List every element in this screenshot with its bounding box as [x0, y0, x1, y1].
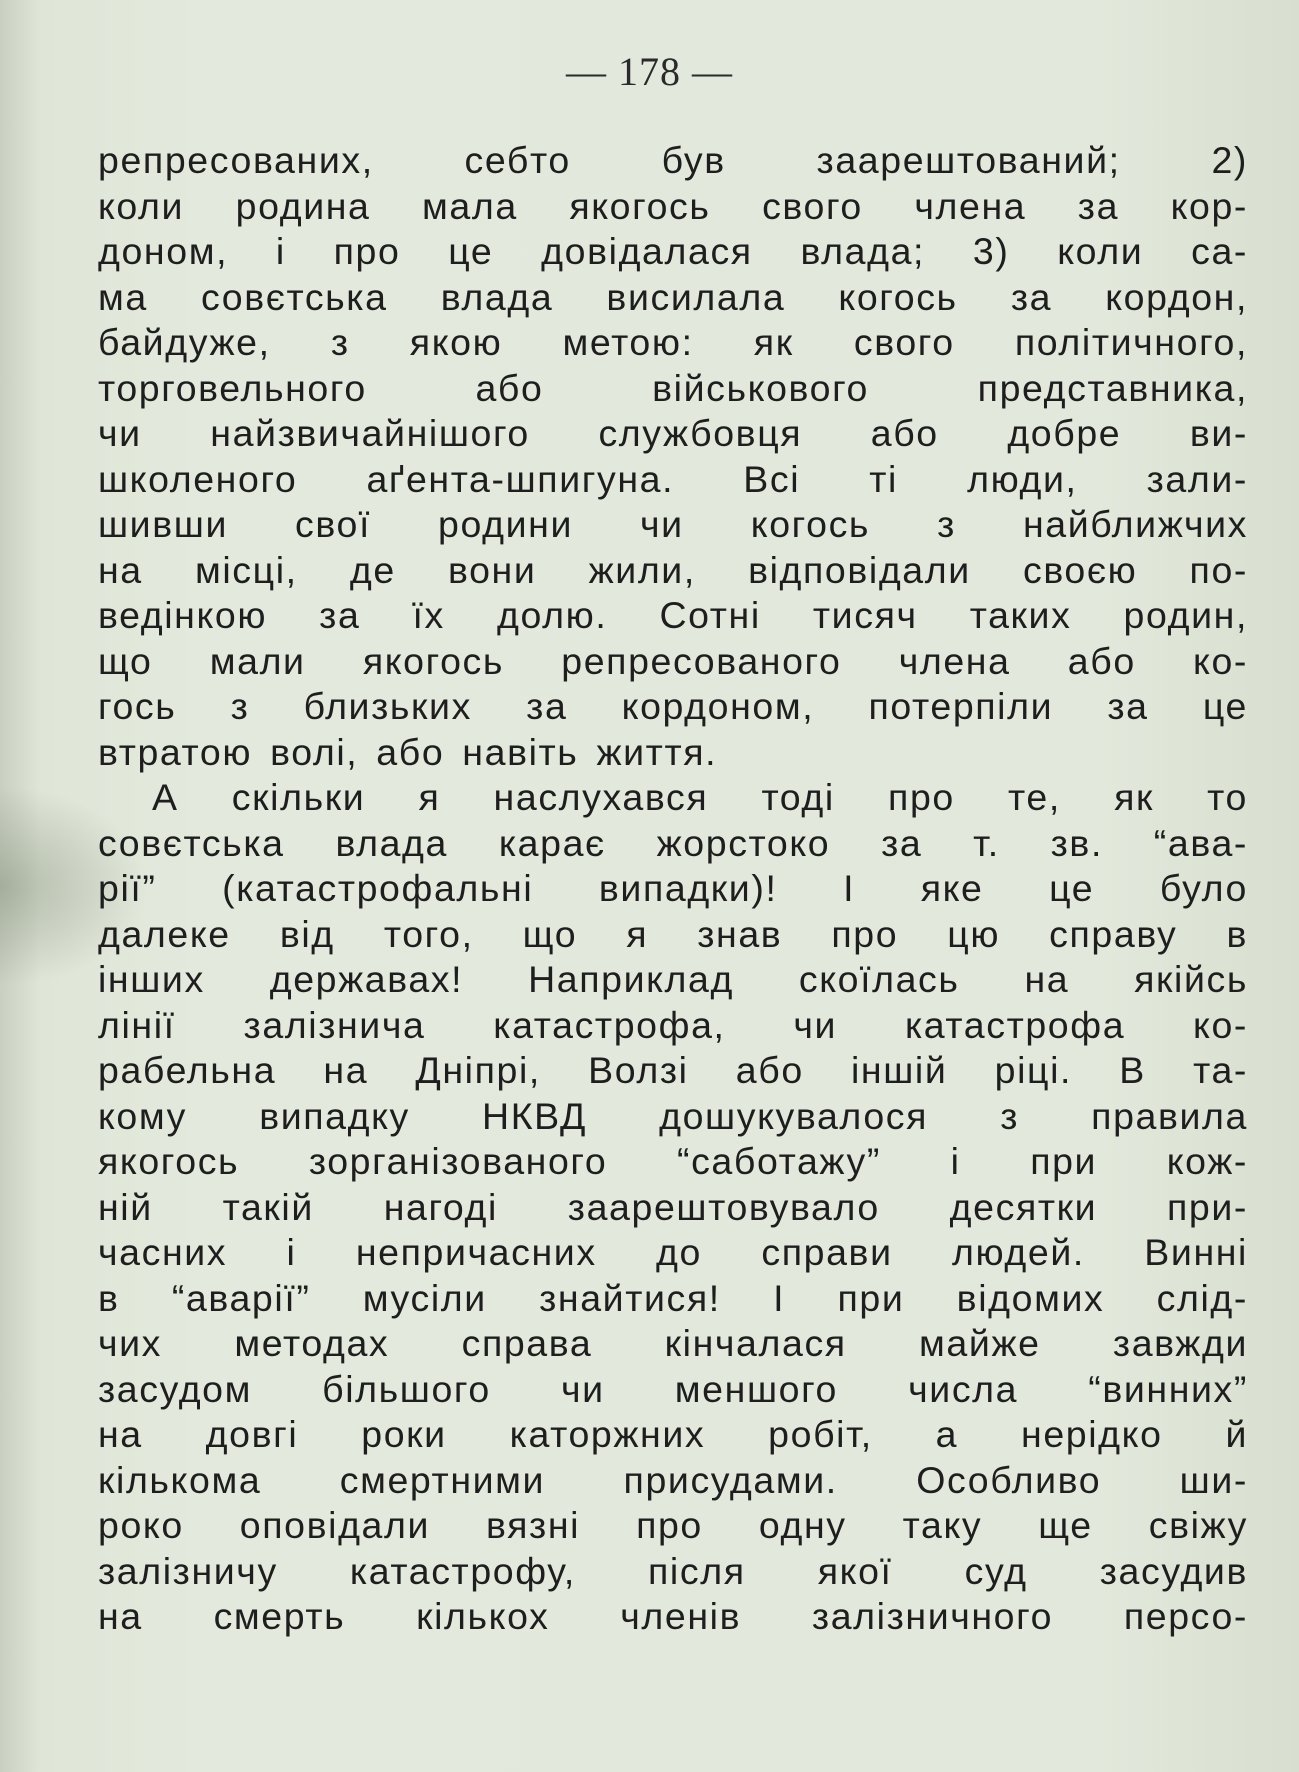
text-line: лінії залізнича катастрофа, чи катастрофа ко-: [98, 1003, 1248, 1046]
text-line: роко оповідали вязні про одну таку ще свіжу: [98, 1504, 1248, 1546]
text-line: рабельна на Дніпрі, Волзі або іншій ріці. В та-: [98, 1049, 1248, 1091]
text-line: совєтська влада карає жорстоко за т. зв. “ава-: [98, 821, 1248, 864]
text-line: далеке від того, що я знав про цю справу в: [98, 912, 1248, 955]
text-line: рії” (катастрофальні випадки)! І яке це було: [98, 867, 1248, 909]
text-line: чи найзвичайнішого службовця або добре ви-: [98, 412, 1248, 454]
text-line: кому випадку НКВД дошукувалося з правила: [98, 1094, 1248, 1137]
text-line: А скільки я наслухався тоді про те, як то: [152, 776, 1248, 818]
text-line: ведінкою за їх долю. Сотні тисяч таких родин,: [98, 594, 1248, 636]
text-line: що мали якогось репресованого члена або ко-: [98, 639, 1248, 682]
text-line: коли родина мала якогось свого члена за кор-: [98, 184, 1248, 227]
text-line: ма совєтська влада висилала когось за кордон,: [98, 275, 1248, 318]
text-line: доном, і про це довідалася влада; 3) коли са-: [98, 230, 1248, 272]
text-line: засудом більшого чи меншого числа “винних”: [98, 1367, 1248, 1410]
text-line: залізничу катастрофу, після якої суд засудив: [98, 1549, 1248, 1592]
text-line: гось з близьких за кордоном, потерпіли за це: [98, 685, 1248, 727]
text-line: шивши свої родини чи когось з найближчих: [98, 503, 1248, 545]
text-line: якогось зорганізованого “саботажу” і при кож-: [98, 1140, 1248, 1182]
body-text: [98, 138, 1248, 1640]
page-number: — 178 —: [566, 49, 733, 94]
text-line: торговельного або військового представника,: [98, 366, 1248, 409]
text-line: на смерть кількох членів залізничного персо-: [98, 1595, 1248, 1637]
text-line: кількома смертними присудами. Особливо ши-: [98, 1458, 1248, 1501]
text-line: часних і непричасних до справи людей. Винні: [98, 1231, 1248, 1273]
text-line: чих методах справа кінчалася майже завжди: [98, 1322, 1248, 1364]
text-line: на місці, де вони жили, відповідали своєю по-: [98, 548, 1248, 591]
text-line: байдуже, з якою метою: як свого політичного,: [98, 321, 1248, 363]
text-line: втратою волі, або навіть життя.: [98, 730, 718, 773]
text-line: на довгі роки каторжних робіт, а нерідко й: [98, 1413, 1248, 1455]
text-line: ній такій нагоді заарештовувало десятки при-: [98, 1185, 1248, 1228]
text-line: інших державах! Наприклад скоїлась на якійсь: [98, 958, 1248, 1000]
paragraph-2: [98, 775, 1248, 1640]
text-line: школеного аґента-шпигуна. Всі ті люди, зали-: [98, 457, 1248, 500]
text-line: репресованих, себто був заарештований; 2): [98, 139, 1248, 181]
paragraph-1: [98, 138, 1248, 775]
text-line: в “аварії” мусіли знайтися! І при відомих слід-: [98, 1276, 1248, 1319]
